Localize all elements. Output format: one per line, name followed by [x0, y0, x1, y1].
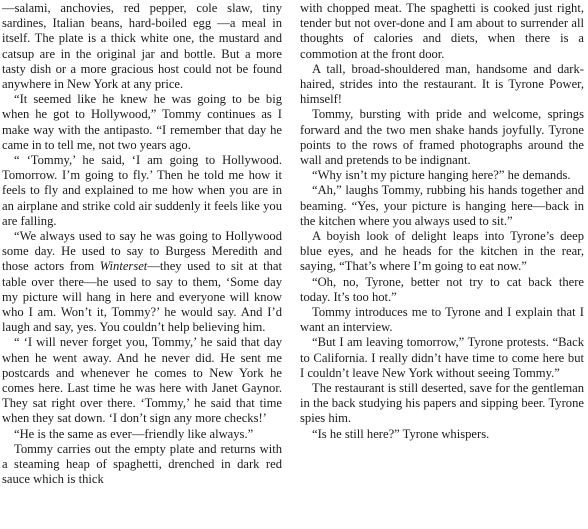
paragraph: Tommy carries out the empty plate and returns with a steaming heap of spaghetti, drenched in dark red sauce which is thick	[2, 441, 282, 487]
paragraph: The restaurant is still deserted, save for the gentleman in the back studying his papers and sipping beer. Tyrone spies him.	[300, 381, 584, 426]
paragraph: “But I am leaving tomorrow,” Tyrone protests. “Back to California. I really didn’t have time to come here but I couldn’t leave New York without seeing Tommy.”	[300, 335, 584, 380]
paragraph: “Why isn’t my picture hanging here?” he demands.	[312, 168, 571, 183]
paragraph: A boyish look of delight leaps into Tyrone’s deep blue eyes, and he heads for the kitchen in the rear, saying, “That’s where I’m going to eat now.”	[300, 229, 584, 274]
paragraph: “Ah,” laughs Tommy, rubbing his hands together and beaming. “Yes, your picture is hanging here—back in the kitchen where you always used to sit.”	[300, 183, 584, 228]
paragraph: “ ‘Tommy,’ he said, ‘I am going to Hollywood. Tomorrow. I’m going to fly.’ Then he told me how it feels to fly and explained to me how when you are in an airplane and strike cold air suddenly it feels like you are falling.	[2, 153, 282, 228]
article-column-right	[300, 1, 584, 442]
paragraph: “Oh, no, Tyrone, better not try to cat back there today. It’s too hot.”	[300, 274, 584, 304]
play-title: Winterset	[99, 259, 148, 274]
paragraph-text: —they used to sit at that table over there—he used to say to them, ‘Some day my picture will hang in here and everyone will know who I am. Won’t it, Tommy?’ he would say. And I’d laugh and say, yes. You couldn’t help believing him.	[2, 259, 282, 335]
paragraph: A tall, broad-shouldered man, handsome and dark-haired, strides into the restaurant. It is Tyrone Power, himself!	[300, 61, 584, 107]
paragraph: “ ‘I will never forget you, Tommy,’ he said that day when he went away. And he never did. He sent me postcards and whenever he comes to New York he comes here. Last time he was here with Janet Gaynor. They sat right over there. ‘Tommy,’ he said that time when they sat down. ‘I don’t sign any more checks!’	[2, 335, 282, 426]
paragraph: with chopped meat. The spaghetti is cooked just right, tender but not over-done and I am about to surrender all thoughts of calories and diets, when there is a commotion at the front door.	[300, 1, 584, 61]
paragraph: Tommy, bursting with pride and welcome, springs forward and the two men shake hands joyfully. Tyrone points to the rows of framed photographs around the wall and pretends to be indignant.	[300, 107, 584, 168]
paragraph: “He is the same as ever—friendly like always.”	[14, 426, 254, 441]
paragraph-with-title	[2, 229, 282, 335]
article-column-left	[2, 1, 282, 488]
paragraph: Tommy introduces me to Tyrone and I explain that I want an interview.	[300, 305, 584, 335]
paragraph: “It seemed like he knew he was going to be big when he got to Hollywood,” Tommy continues as I make way with the antipasto. “I remember that day he came in to tell me, not two years ago.	[2, 92, 282, 152]
paragraph-text: “We always used to say he was going to Hollywood some day. He used to say to Burgess Meredith and those actors from	[2, 229, 282, 274]
paragraph: —salami, anchovies, red pepper, cole slaw, tiny sardines, Italian beans, hard-boiled egg —a meal in itself. The plate is a thick white one, the mustard and catsup are in the original jar and bottle. But a more tasty dish or a more gracious host could not be found anywhere in New York at any price.	[2, 1, 282, 92]
paragraph: “Is he still here?” Tyrone whispers.	[312, 426, 490, 441]
